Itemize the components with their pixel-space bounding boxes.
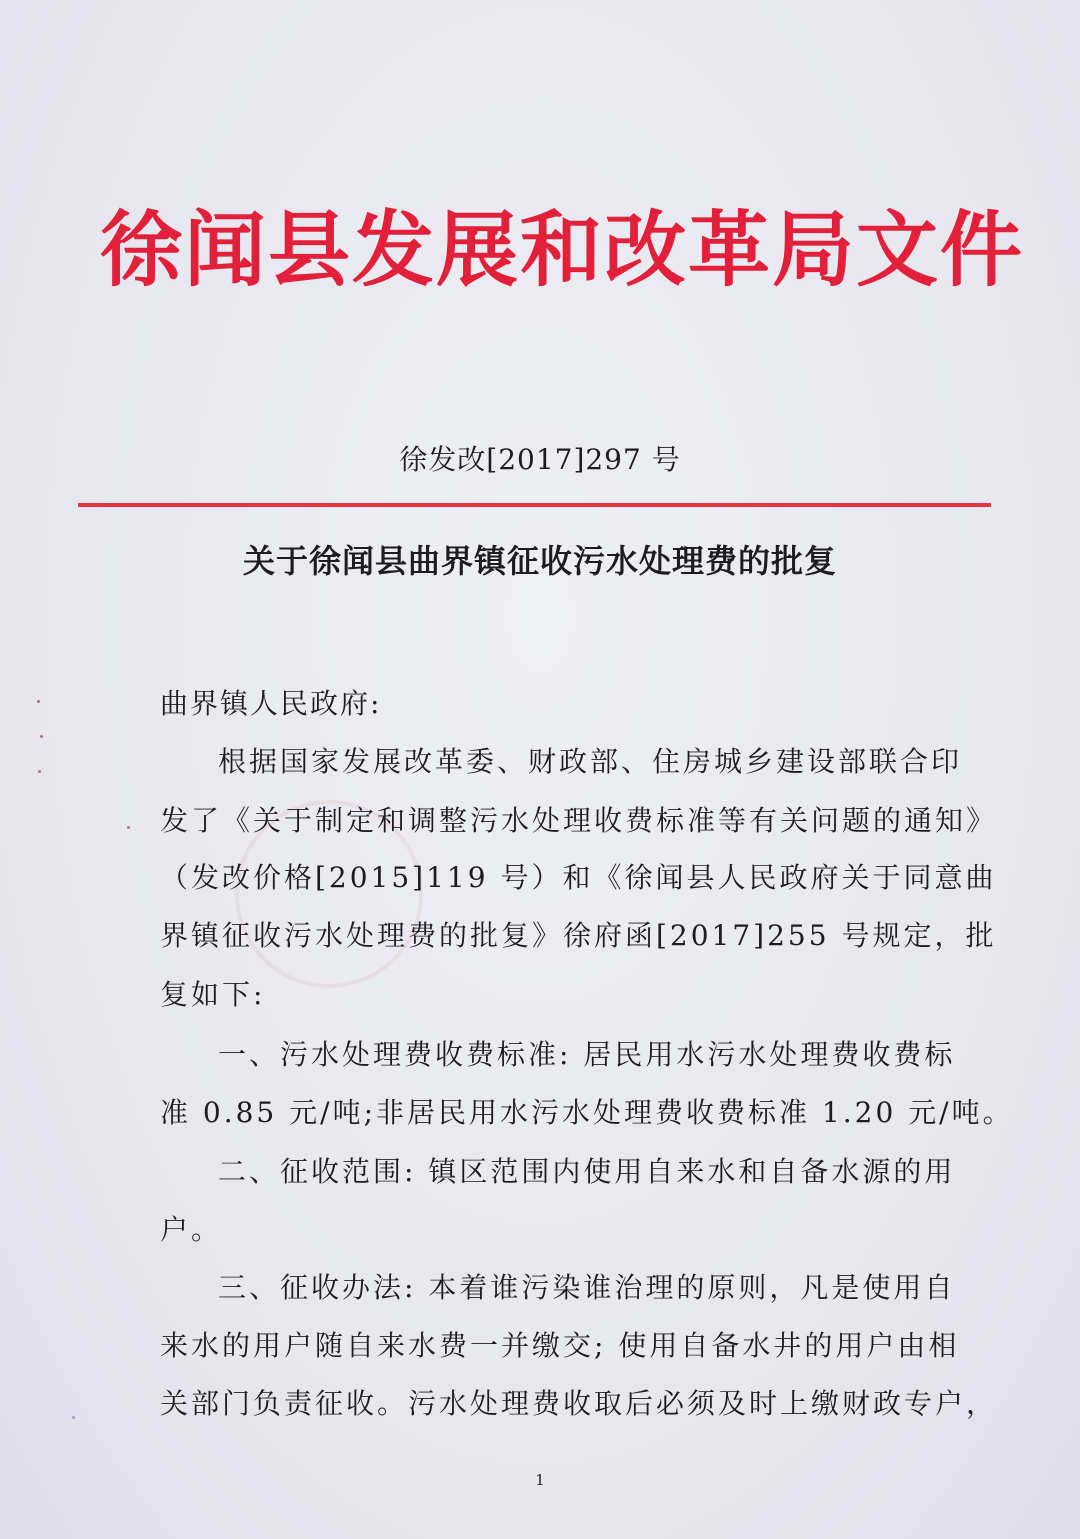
document-number: 徐发改[2017]297 号 bbox=[399, 443, 681, 476]
paper-speck bbox=[40, 735, 43, 738]
body-line: 二、征收范围: 镇区范围内使用自来水和自备水源的用 bbox=[218, 1155, 956, 1188]
document-title: 关于徐闻县曲界镇征收污水处理费的批复 bbox=[242, 542, 837, 580]
body-line: 复如下: bbox=[160, 978, 266, 1011]
body-line: 户。 bbox=[160, 1213, 223, 1246]
body-line: 界镇征收污水处理费的批复》徐府函[2017]255 号规定，批 bbox=[160, 919, 997, 952]
body-line: 根据国家发展改革委、财政部、住房城乡建设部联合印 bbox=[218, 745, 963, 778]
paper-speck bbox=[37, 700, 40, 703]
document-header-title: 徐闻县发展和改革局文件 bbox=[100, 202, 1025, 298]
body-line: 发了《关于制定和调整污水处理收费标准等有关问题的通知》 bbox=[160, 804, 998, 837]
body-line: 关部门负责征收。污水处理费收取后必须及时上缴财政专户， bbox=[160, 1387, 998, 1420]
body-line: 一、污水处理费收费标准: 居民用水污水处理费收费标 bbox=[218, 1038, 956, 1071]
body-line: 来水的用户随自来水费一并缴交; 使用自备水井的用户由相 bbox=[160, 1329, 960, 1362]
body-line: 三、征收办法: 本着谁污染谁治理的原则，凡是使用自 bbox=[218, 1271, 956, 1304]
paper-speck bbox=[38, 770, 41, 773]
body-line: （发改价格[2015]119 号）和《徐闻县人民政府关于同意曲 bbox=[160, 861, 997, 894]
page-number: 1 bbox=[535, 1471, 545, 1489]
paper-speck bbox=[127, 826, 130, 829]
paper-speck bbox=[72, 1416, 75, 1419]
red-divider-line bbox=[78, 503, 991, 507]
body-line: 准 0.85 元/吨;非居民用水污水处理费收费标准 1.20 元/吨。 bbox=[160, 1096, 1014, 1129]
recipient: 曲界镇人民政府: bbox=[160, 687, 382, 720]
